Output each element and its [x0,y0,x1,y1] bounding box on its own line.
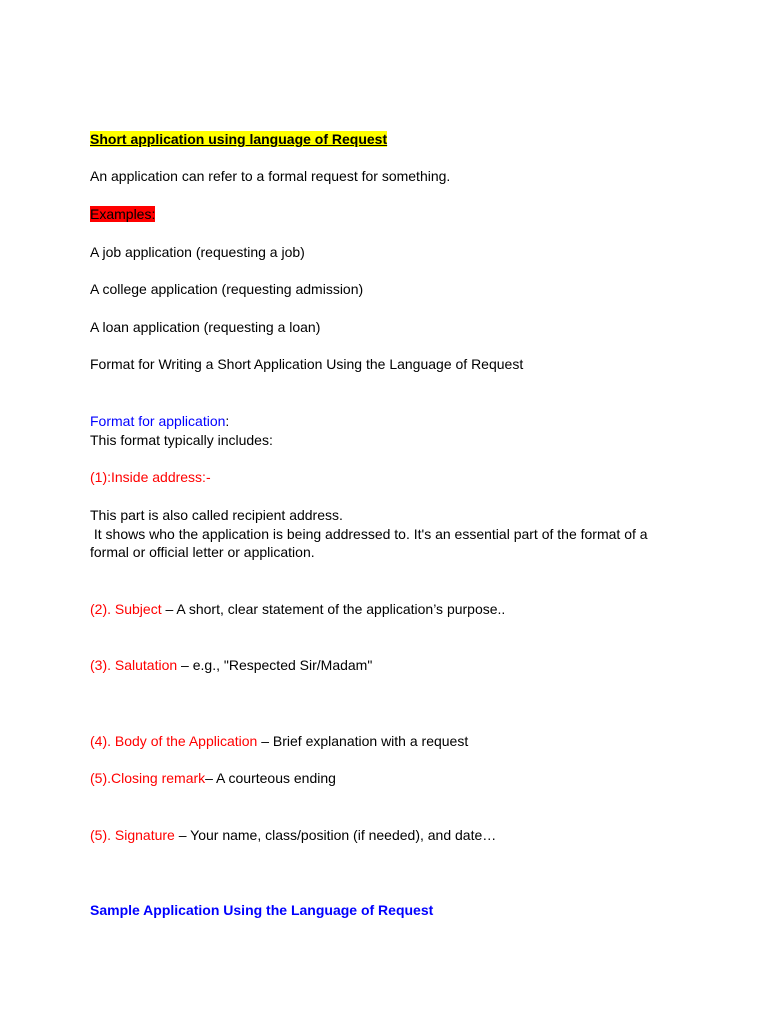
format-label-text: Format for application [90,413,226,429]
format-item-label: (3). Salutation [90,657,178,673]
format-item-body [90,732,468,750]
sample-heading: Sample Application Using the Language of Request [90,902,434,918]
example-item: A loan application (requesting a loan) [90,319,321,335]
format-heading-line: Format for Writing a Short Application Using the Language of Request [90,356,524,372]
format-item-text: – Your name, class/position (if needed), and date… [174,827,497,843]
format-item-closing [90,769,336,787]
format-label-colon: : [225,413,230,429]
inside-address-paragraph-2: It shows who the application is being addressed to. It's an essential part of the format of a [90,526,648,542]
inside-address-label: (1):Inside address:- [90,469,211,485]
document-title [90,130,387,148]
format-item-label: (5).Closing remark [90,770,206,786]
format-item-salutation [90,656,372,674]
format-includes-text: This format typically includes: [90,432,273,448]
format-item-signature [90,826,496,844]
format-item-text: – Brief explanation with a request [257,733,469,749]
format-item-text: – e.g., "Respected Sir/Madam" [177,657,373,673]
format-item-label: (2). Subject [90,601,162,617]
examples-label [90,205,155,223]
format-item-label: (5). Signature [90,827,175,843]
inside-address-paragraph-1: This part is also called recipient address. [90,507,343,523]
format-label [90,412,229,430]
document-title-text: Short application using language of Request [90,131,388,147]
inside-address-paragraph-3: formal or official letter or application. [90,544,315,560]
format-item-text: – A courteous ending [205,770,336,786]
intro-paragraph: An application can refer to a formal request for something. [90,168,451,184]
format-item-text: – A short, clear statement of the application’s purpose.. [161,601,506,617]
example-item: A college application (requesting admission) [90,281,364,297]
format-item-label: (4). Body of the Application [90,733,258,749]
examples-label-text: Examples: [90,206,156,222]
format-item-subject [90,600,505,618]
example-item: A job application (requesting a job) [90,244,305,260]
